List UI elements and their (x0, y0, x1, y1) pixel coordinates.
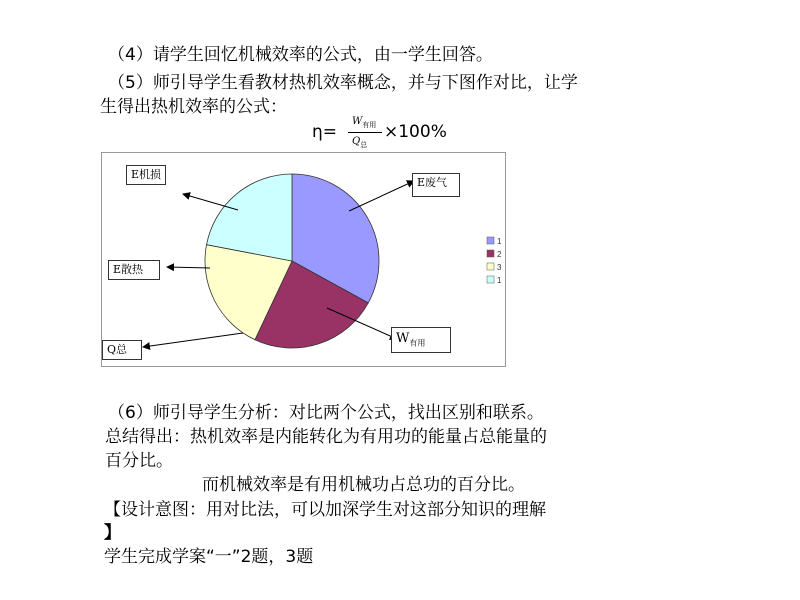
formula-denominator: $Q_总$ (352, 136, 368, 149)
callout-e-jisun: E机损 (126, 165, 166, 185)
callout-e-sanre: E散热 (108, 260, 160, 280)
summary-line3: 而机械效率是有用机械功占总功的百分比。 (202, 475, 525, 495)
design-intent-line1: 【设计意图：用对比法，可以加深学生对这部分知识的理解 (104, 500, 546, 520)
callout-w-youyong: $W_{有用}$ (391, 327, 451, 353)
formula-fraction (348, 118, 384, 152)
summary-line1: 总结得出：热机效率是内能转化为有用功的能量占总能量的 (105, 427, 547, 447)
fraction-bar (348, 132, 382, 133)
energy-pie-chart-frame (101, 152, 506, 367)
step-4-text: （4）请学生回忆机械效率的公式，由一学生回答。 (108, 45, 493, 65)
step-5-text-line1: （5）师引导学生看教材热机效率概念，并与下图作对比，让学 (108, 73, 578, 93)
legend-label-1: 1 (497, 237, 502, 246)
legend-label-3: 3 (497, 263, 502, 272)
legend-label-4: 1 (497, 276, 502, 285)
step-5-text-line2: 生得出热机效率的公式： (100, 97, 287, 117)
legend-swatch-3 (487, 263, 494, 270)
arrow-to-q-zong (143, 333, 243, 347)
summary-line2: 百分比。 (105, 451, 173, 471)
eta-symbol: η= (312, 122, 338, 142)
arrow-to-e-feiqi (349, 181, 414, 211)
formula-times-100-percent: ×100% (384, 122, 447, 142)
design-intent-line2: 】 (104, 523, 121, 543)
arrow-to-e-sanre (167, 267, 210, 268)
step-6-text: （6）师引导学生分析：对比两个公式，找出区别和联系。 (108, 403, 544, 423)
callout-q-zong: Q总 (102, 340, 142, 360)
formula-numerator: $W_{有用}$ (352, 116, 377, 129)
legend-swatch-4 (487, 276, 494, 283)
callout-e-feiqi: E废气 (412, 173, 460, 197)
legend-label-2: 2 (497, 250, 502, 259)
legend-swatch-1 (487, 237, 494, 244)
task-text: 学生完成学案“一”2题，3题 (104, 547, 314, 567)
legend-swatch-2 (487, 250, 494, 257)
